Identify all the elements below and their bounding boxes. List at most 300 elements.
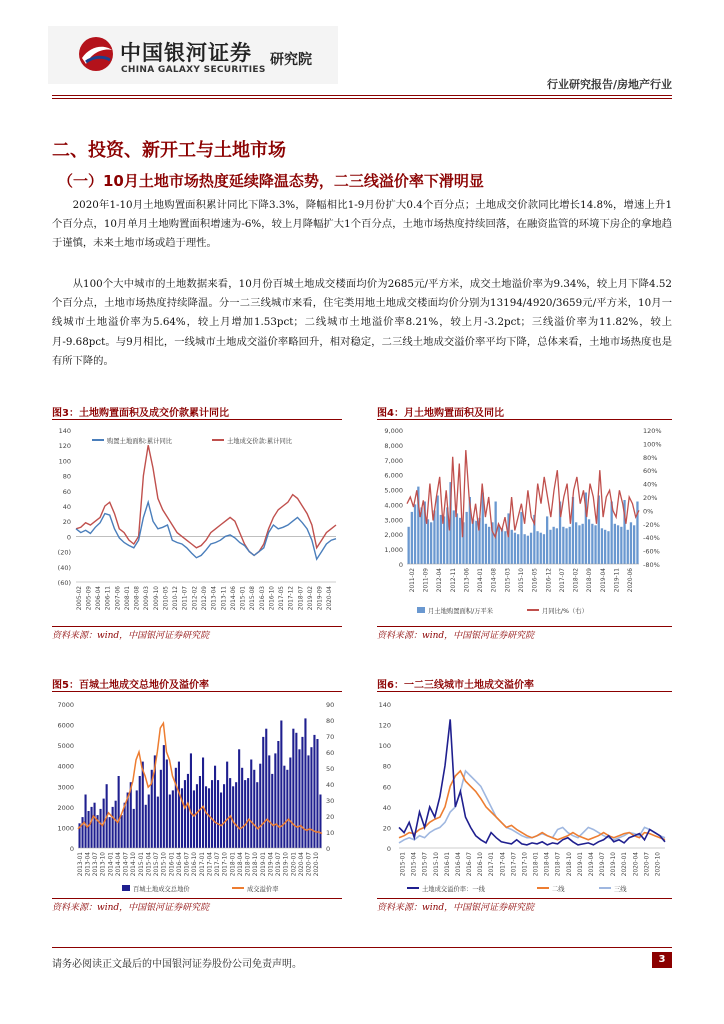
x-tick-label: 2013-01 xyxy=(77,852,84,877)
bar-monthly-land-area xyxy=(588,519,590,564)
bar-monthly-land-area xyxy=(604,530,606,564)
figure-5-title: 图5：百城土地成交总地价及溢价率 xyxy=(52,680,209,691)
x-tick-label: 2015-10 xyxy=(433,852,440,877)
x-tick-label: 2020-06 xyxy=(628,568,635,593)
x-tick-label: 2020-01 xyxy=(622,852,629,877)
bar-monthly-land-area xyxy=(614,524,616,564)
y-tick-label: 60 xyxy=(382,783,391,792)
page-number: 3 xyxy=(652,952,672,968)
figure-4-rule-bottom xyxy=(377,626,672,627)
section-title: 二、投资、新开工与土地市场 xyxy=(52,140,286,161)
figure-3-chart xyxy=(52,422,342,622)
x-tick-label: 2015-10 xyxy=(519,568,525,593)
y-tick-label-left: 0 xyxy=(398,561,403,569)
y-tick-label-right: 40% xyxy=(643,480,658,489)
bar-total-land-price xyxy=(268,755,270,848)
bar-monthly-land-area xyxy=(411,512,413,564)
y-tick-label: 80 xyxy=(62,472,71,481)
bar-monthly-land-area xyxy=(582,524,584,564)
y-tick-label: (20) xyxy=(57,548,71,557)
y-tick-label-right: 60 xyxy=(326,749,335,757)
bar-total-land-price xyxy=(226,762,228,848)
x-tick-label: 2010-12 xyxy=(173,586,180,611)
series-line-land-area xyxy=(76,502,336,559)
bar-total-land-price xyxy=(217,780,219,848)
y-tick-label-right: 80 xyxy=(326,717,335,725)
bar-monthly-land-area xyxy=(427,519,429,564)
y-tick-label-left: 4000 xyxy=(57,762,74,771)
y-tick-label-right: -80% xyxy=(643,561,660,569)
x-tick-label: 2019-10 xyxy=(611,852,618,877)
y-tick-label-left: 7,000 xyxy=(384,456,403,465)
x-tick-label: 2007-06 xyxy=(115,586,122,611)
y-tick-label-right: 10 xyxy=(326,829,335,837)
x-tick-label: 2020-04 xyxy=(327,586,334,611)
y-tick-label-right: 40 xyxy=(326,781,335,789)
x-tick-label: 2017-04 xyxy=(500,852,507,877)
bar-total-land-price xyxy=(199,776,201,848)
y-tick-label-right: 20 xyxy=(326,813,335,821)
bar-total-land-price xyxy=(256,782,258,848)
figure-3-title: 图3：土地购置面积及成交价款累计同比 xyxy=(52,408,229,419)
bar-monthly-land-area xyxy=(514,533,516,564)
x-tick-label: 2020-01 xyxy=(291,852,298,877)
legend-tier1-label: 土地成交溢价率：一线 xyxy=(422,886,485,893)
y-tick-label-right: -20% xyxy=(643,520,660,529)
x-tick-label: 2018-10 xyxy=(566,852,573,877)
x-tick-label: 2017-10 xyxy=(522,852,529,877)
bar-total-land-price xyxy=(244,780,246,848)
bar-monthly-land-area xyxy=(472,519,474,564)
x-tick-label: 2011-07 xyxy=(182,586,189,611)
bar-total-land-price xyxy=(277,741,279,848)
x-tick-label: 2014-01 xyxy=(478,568,485,593)
bar-total-land-price xyxy=(292,729,294,848)
x-tick-label: 2016-03 xyxy=(259,586,266,611)
x-tick-label: 2017-05 xyxy=(279,586,286,611)
x-tick-label: 2016-04 xyxy=(455,852,462,877)
bar-monthly-land-area xyxy=(524,534,526,564)
x-tick-label: 2008-01 xyxy=(124,586,131,611)
x-tick-label: 2005-02 xyxy=(76,586,83,611)
bar-total-land-price xyxy=(286,770,288,848)
legend-monthly-area-swatch xyxy=(417,607,425,613)
bar-total-land-price xyxy=(133,809,135,848)
bar-total-land-price xyxy=(115,801,117,848)
y-tick-label-right: 120% xyxy=(643,427,662,435)
bar-total-land-price xyxy=(148,795,150,849)
y-tick-label: 120 xyxy=(58,442,71,451)
bar-monthly-land-area xyxy=(437,496,439,565)
bar-total-land-price xyxy=(274,753,276,848)
bar-total-land-price xyxy=(166,760,168,849)
x-tick-label: 2019-07 xyxy=(276,852,283,877)
x-tick-label: 2013-10 xyxy=(100,852,107,877)
bar-total-land-price xyxy=(235,782,237,848)
x-tick-label: 2013-04 xyxy=(85,852,92,877)
logo-english-name: CHINA GALAXY SECURITIES xyxy=(121,65,266,75)
x-tick-label: 2016-10 xyxy=(192,852,199,877)
paragraph-2 xyxy=(52,275,672,371)
y-tick-label-right: 0% xyxy=(643,507,654,516)
x-tick-label: 2017-07 xyxy=(511,852,518,877)
y-tick-label-left: 1,000 xyxy=(384,546,403,555)
galaxy-logo-icon xyxy=(76,34,116,78)
x-tick-label: 2014-01 xyxy=(108,852,115,877)
x-tick-label: 2019-02 xyxy=(307,586,314,611)
x-tick-label: 2017-10 xyxy=(222,852,229,877)
y-tick-label-left: 6000 xyxy=(57,721,74,730)
bar-monthly-land-area xyxy=(530,533,532,564)
header-rule xyxy=(52,95,672,96)
bar-monthly-land-area xyxy=(527,536,529,564)
x-tick-label: 2014-06 xyxy=(230,586,237,611)
bar-total-land-price xyxy=(193,790,195,848)
y-tick-label-right: -40% xyxy=(643,534,660,543)
x-tick-label: 2020-07 xyxy=(644,852,651,877)
bar-monthly-land-area xyxy=(414,504,416,564)
x-tick-label: 2014-04 xyxy=(115,852,122,877)
x-tick-label: 2018-07 xyxy=(555,852,562,877)
bar-total-land-price xyxy=(319,795,321,849)
x-tick-label: 2018-09 xyxy=(587,568,594,593)
bar-monthly-land-area xyxy=(569,527,571,564)
bar-total-land-price xyxy=(109,817,111,848)
bar-monthly-land-area xyxy=(501,528,503,564)
y-tick-label-right: 50 xyxy=(326,765,335,773)
bar-monthly-land-area xyxy=(607,531,609,564)
y-tick-label-right: 0 xyxy=(326,845,331,853)
x-tick-label: 2011-02 xyxy=(409,568,416,593)
bar-total-land-price xyxy=(82,817,84,848)
y-tick-label: 100 xyxy=(378,742,391,751)
figure-3-source: 资料来源：wind，中国银河证券研究院 xyxy=(52,631,210,641)
bar-monthly-land-area xyxy=(498,525,500,564)
bar-total-land-price xyxy=(301,737,303,848)
bar-total-land-price xyxy=(232,786,234,848)
x-tick-label: 2009-03 xyxy=(144,586,151,611)
x-tick-label: 2017-01 xyxy=(489,852,496,877)
figure-5-source: 资料来源：wind，中国银河证券研究院 xyxy=(52,903,210,913)
figure-4-rule xyxy=(377,419,672,420)
bar-total-land-price xyxy=(238,749,240,848)
x-tick-label: 2019-04 xyxy=(600,568,607,593)
subsection-title: （一）10月土地市场热度延续降温态势，二三线溢价率下滑明显 xyxy=(58,172,484,190)
bar-monthly-land-area xyxy=(594,525,596,564)
x-tick-label: 2018-01 xyxy=(533,852,540,877)
y-tick-label-left: 3,000 xyxy=(384,516,403,525)
bar-total-land-price xyxy=(202,758,204,849)
y-tick-label: 20 xyxy=(382,824,391,833)
x-tick-label: 2020-10 xyxy=(314,852,321,877)
bar-monthly-land-area xyxy=(440,515,442,564)
x-tick-label: 2018-02 xyxy=(573,568,580,593)
x-tick-label: 2016-07 xyxy=(467,852,474,877)
y-tick-label: 60 xyxy=(62,487,71,496)
y-tick-label-right: -60% xyxy=(643,547,660,556)
legend-total-land-price-swatch xyxy=(122,885,130,891)
bar-monthly-land-area xyxy=(620,527,622,564)
figure-5-rule xyxy=(52,691,342,692)
bar-total-land-price xyxy=(205,786,207,848)
y-tick-label-left: 3000 xyxy=(57,783,74,792)
bar-total-land-price xyxy=(211,780,213,848)
bar-monthly-land-area xyxy=(617,525,619,564)
bar-monthly-land-area xyxy=(456,513,458,564)
bar-monthly-land-area xyxy=(578,525,580,564)
x-tick-label: 2015-04 xyxy=(411,852,418,877)
bar-monthly-land-area xyxy=(633,525,635,564)
x-tick-label: 2016-12 xyxy=(546,568,553,593)
y-tick-label: 20 xyxy=(62,518,71,527)
y-tick-label: (60) xyxy=(57,579,71,587)
legend-land-price-label: 土地成交价款:累计同比 xyxy=(227,438,293,445)
x-tick-label: 2020-04 xyxy=(298,852,305,877)
bar-monthly-land-area xyxy=(536,531,538,564)
y-tick-label-left: 2,000 xyxy=(384,531,403,540)
logo-chinese-name: 中国银河证券 xyxy=(120,41,252,65)
bar-total-land-price xyxy=(259,764,261,848)
paragraph-2-text: 从100个大中城市的土地数据来看，10月份百城土地成交楼面均价为2685元/平方米，成交土地溢价率为9.34%，较上月下降4.52个百分点，土地市场热度持续降温。分一二三线城市来看，住宅类用地土地成交楼面均价分别为13194/4920/3659元/平方米，10月一线城市土地溢价率为5.64%，较上月增加1.53pct；二线城市土地溢价率8.21%，较上月-3.2pct；三线溢价率为11.82%，较上月-9.68pct。与9月相比，一线城市土地成交溢价率略回升，相对稳定，二三线土地成交溢价率平均下降，总体来看，土地市场热度也是有所下降的。 xyxy=(52,278,672,367)
x-tick-label: 2006-04 xyxy=(96,586,103,611)
bar-total-land-price xyxy=(187,774,189,848)
x-tick-label: 2019-11 xyxy=(614,568,621,593)
bar-monthly-land-area xyxy=(543,534,545,564)
bar-total-land-price xyxy=(175,768,177,848)
x-tick-label: 2017-07 xyxy=(559,568,566,593)
x-tick-label: 2015-07 xyxy=(154,852,161,877)
x-tick-label: 2017-01 xyxy=(199,852,206,877)
x-tick-label: 2006-11 xyxy=(105,586,112,611)
y-tick-label: 80 xyxy=(382,762,391,771)
y-tick-label-right: 60% xyxy=(643,467,658,476)
bar-total-land-price xyxy=(139,776,141,848)
x-tick-label: 2019-07 xyxy=(600,852,607,877)
header-rule-thin xyxy=(52,98,672,99)
bar-total-land-price xyxy=(100,809,102,848)
x-tick-label: 2015-01 xyxy=(138,852,145,877)
x-tick-label: 2017-12 xyxy=(288,586,295,611)
bar-total-land-price xyxy=(163,745,165,848)
bar-monthly-land-area xyxy=(591,524,593,564)
bar-monthly-land-area xyxy=(520,512,522,564)
x-tick-label: 2014-10 xyxy=(131,852,138,877)
figure-6-title: 图6：一二三线城市土地成交溢价率 xyxy=(377,680,534,691)
x-tick-label: 2014-07 xyxy=(123,852,130,877)
series-line-land-price xyxy=(76,445,336,555)
x-tick-label: 2016-05 xyxy=(532,568,539,593)
figure-6-source: 资料来源：wind，中国银河证券研究院 xyxy=(377,903,535,913)
x-tick-label: 2018-10 xyxy=(253,852,260,877)
bar-monthly-land-area xyxy=(511,530,513,564)
x-tick-label: 2019-01 xyxy=(577,852,584,877)
series-line-tier1 xyxy=(399,719,665,845)
bar-monthly-land-area xyxy=(453,510,455,564)
bar-monthly-land-area xyxy=(485,524,487,564)
bar-monthly-land-area xyxy=(630,522,632,564)
bar-total-land-price xyxy=(298,749,300,848)
x-tick-label: 2005-09 xyxy=(86,586,93,611)
bar-total-land-price xyxy=(208,788,210,848)
bar-total-land-price xyxy=(253,770,255,848)
bar-total-land-price xyxy=(262,737,264,848)
x-tick-label: 2018-07 xyxy=(298,586,305,611)
bar-total-land-price xyxy=(91,807,93,848)
y-tick-label-left: 7000 xyxy=(57,701,74,709)
bar-monthly-land-area xyxy=(408,527,410,564)
x-tick-label: 2018-04 xyxy=(237,852,244,877)
bar-total-land-price xyxy=(289,758,291,849)
y-tick-label-right: 80% xyxy=(643,453,658,462)
bar-monthly-land-area xyxy=(475,521,477,564)
x-tick-label: 2019-04 xyxy=(588,852,595,877)
bar-monthly-land-area xyxy=(466,512,468,564)
x-tick-label: 2009-10 xyxy=(153,586,160,611)
paragraph-1 xyxy=(52,196,672,254)
x-tick-label: 2012-11 xyxy=(450,568,457,593)
x-tick-label: 2010-05 xyxy=(163,586,170,611)
x-tick-label: 2015-07 xyxy=(422,852,429,877)
x-tick-label: 2016-07 xyxy=(184,852,191,877)
bar-total-land-price xyxy=(94,803,96,848)
figure-5-rule-bottom xyxy=(52,898,342,899)
x-tick-label: 2016-10 xyxy=(269,586,276,611)
x-tick-label: 2017-07 xyxy=(215,852,222,877)
bar-total-land-price xyxy=(121,815,123,848)
bar-total-land-price xyxy=(157,797,159,848)
bar-total-land-price xyxy=(271,774,273,848)
y-tick-label-left: 4,000 xyxy=(384,501,403,510)
bar-monthly-land-area xyxy=(627,530,629,564)
bar-monthly-land-area xyxy=(504,531,506,564)
bar-monthly-land-area xyxy=(575,522,577,564)
series-line-tier3 xyxy=(399,771,665,843)
x-tick-label: 2015-01 xyxy=(400,852,407,877)
y-tick-label: 100 xyxy=(58,457,71,466)
bar-total-land-price xyxy=(280,721,282,849)
x-tick-label: 2020-07 xyxy=(306,852,313,877)
x-tick-label: 2015-10 xyxy=(161,852,168,877)
x-tick-label: 2012-02 xyxy=(192,586,199,611)
y-tick-label: 140 xyxy=(58,427,71,435)
x-tick-label: 2015-01 xyxy=(240,586,247,611)
y-tick-label: 0 xyxy=(66,533,71,542)
bar-monthly-land-area xyxy=(565,528,567,564)
x-tick-label: 2018-01 xyxy=(230,852,237,877)
x-tick-label: 2012-04 xyxy=(437,568,444,593)
figure-5-chart xyxy=(52,694,342,896)
x-tick-label: 2016-01 xyxy=(169,852,176,877)
x-tick-label: 2015-04 xyxy=(146,852,153,877)
y-tick-label: (40) xyxy=(57,563,71,572)
figure-3-rule xyxy=(52,419,342,420)
bar-monthly-land-area xyxy=(430,522,432,564)
legend-premium-label: 成交溢价率 xyxy=(247,886,279,893)
legend-total-land-price-label: 百城土地成交总地价 xyxy=(133,886,190,893)
bar-total-land-price xyxy=(214,766,216,848)
x-tick-label: 2018-07 xyxy=(245,852,252,877)
figure-3-rule-bottom xyxy=(52,626,342,627)
bar-total-land-price xyxy=(229,778,231,848)
bar-monthly-land-area xyxy=(517,534,519,564)
bar-total-land-price xyxy=(172,790,174,848)
disclaimer-notice: 请务必阅读正文最后的中国银河证券股份公司免责声明。 xyxy=(52,959,302,970)
x-tick-label: 2019-04 xyxy=(268,852,275,877)
logo-institute: 研究院 xyxy=(270,52,312,68)
x-tick-label: 2013-06 xyxy=(464,568,471,593)
figure-4-chart xyxy=(377,422,672,622)
bar-total-land-price xyxy=(169,795,171,849)
x-tick-label: 2017-04 xyxy=(207,852,214,877)
bar-total-land-price xyxy=(295,733,297,848)
x-tick-label: 2019-10 xyxy=(283,852,290,877)
y-tick-label-left: 6,000 xyxy=(384,471,403,480)
bar-total-land-price xyxy=(196,784,198,848)
legend-tier3-label: 三线 xyxy=(614,886,627,893)
report-type: 行业研究报告/房地产行业 xyxy=(546,78,672,91)
x-tick-label: 2015-08 xyxy=(250,586,257,611)
bar-total-land-price xyxy=(265,729,267,848)
bar-total-land-price xyxy=(136,790,138,848)
bar-total-land-price xyxy=(118,776,120,848)
y-tick-label-right: 20% xyxy=(643,494,658,502)
bar-total-land-price xyxy=(160,770,162,848)
x-tick-label: 2013-07 xyxy=(93,852,100,877)
x-tick-label: 2008-08 xyxy=(134,586,141,611)
y-tick-label-left: 5000 xyxy=(57,742,74,751)
bar-total-land-price xyxy=(178,762,180,848)
bar-total-land-price xyxy=(223,784,225,848)
x-tick-label: 2019-01 xyxy=(260,852,267,877)
legend-yoy-label: 月同比/%（右） xyxy=(542,608,588,615)
y-tick-label-left: 0 xyxy=(69,845,74,853)
paragraph-1-text: 2020年1-10月土地购置面积累计同比下降3.3%，降幅相比1-9月份扩大0.4个百分点；土地成交价款同比增长14.8%，增速上升1个百分点，10月单月土地购置面积增速为-6%，较上月降幅扩大1个百分点，土地市场热度持续回落，在融资监管的环境下房企的拿地趋于谨慎，未来土地市场或趋于理性。 xyxy=(52,199,672,250)
x-tick-label: 2018-04 xyxy=(544,852,551,877)
series-line-tier2 xyxy=(399,771,665,840)
bar-total-land-price xyxy=(85,795,87,849)
x-tick-label: 2012-09 xyxy=(202,586,208,611)
y-tick-label-left: 9,000 xyxy=(384,427,403,435)
bar-total-land-price xyxy=(247,778,249,848)
legend-land-area-label: 购置土地面积:累计同比 xyxy=(107,438,173,445)
x-tick-label: 2019-09 xyxy=(317,586,324,611)
bar-monthly-land-area xyxy=(549,530,551,564)
bar-total-land-price xyxy=(250,760,252,849)
legend-tier2-label: 二线 xyxy=(552,886,565,893)
y-tick-label: 40 xyxy=(382,803,391,812)
bar-total-land-price xyxy=(190,753,192,848)
bar-total-land-price xyxy=(142,762,144,848)
bar-total-land-price xyxy=(145,805,147,848)
figure-6-chart xyxy=(377,694,672,896)
x-tick-label: 2011-09 xyxy=(423,568,430,593)
bar-monthly-land-area xyxy=(562,527,564,564)
bar-total-land-price xyxy=(88,811,90,848)
x-tick-label: 2013-11 xyxy=(221,586,228,611)
y-tick-label-right: 70 xyxy=(326,733,335,741)
y-tick-label: 120 xyxy=(378,721,391,730)
x-tick-label: 2016-01 xyxy=(444,852,451,877)
y-tick-label-left: 1000 xyxy=(57,824,74,833)
y-tick-label-left: 5,000 xyxy=(384,486,403,495)
x-tick-label: 2016-10 xyxy=(478,852,485,877)
x-tick-label: 2013-04 xyxy=(211,586,218,611)
bar-total-land-price xyxy=(310,747,312,848)
bar-total-land-price xyxy=(112,807,114,848)
bar-total-land-price xyxy=(184,780,186,848)
y-tick-label: 140 xyxy=(378,701,391,709)
y-tick-label: 40 xyxy=(62,503,71,511)
